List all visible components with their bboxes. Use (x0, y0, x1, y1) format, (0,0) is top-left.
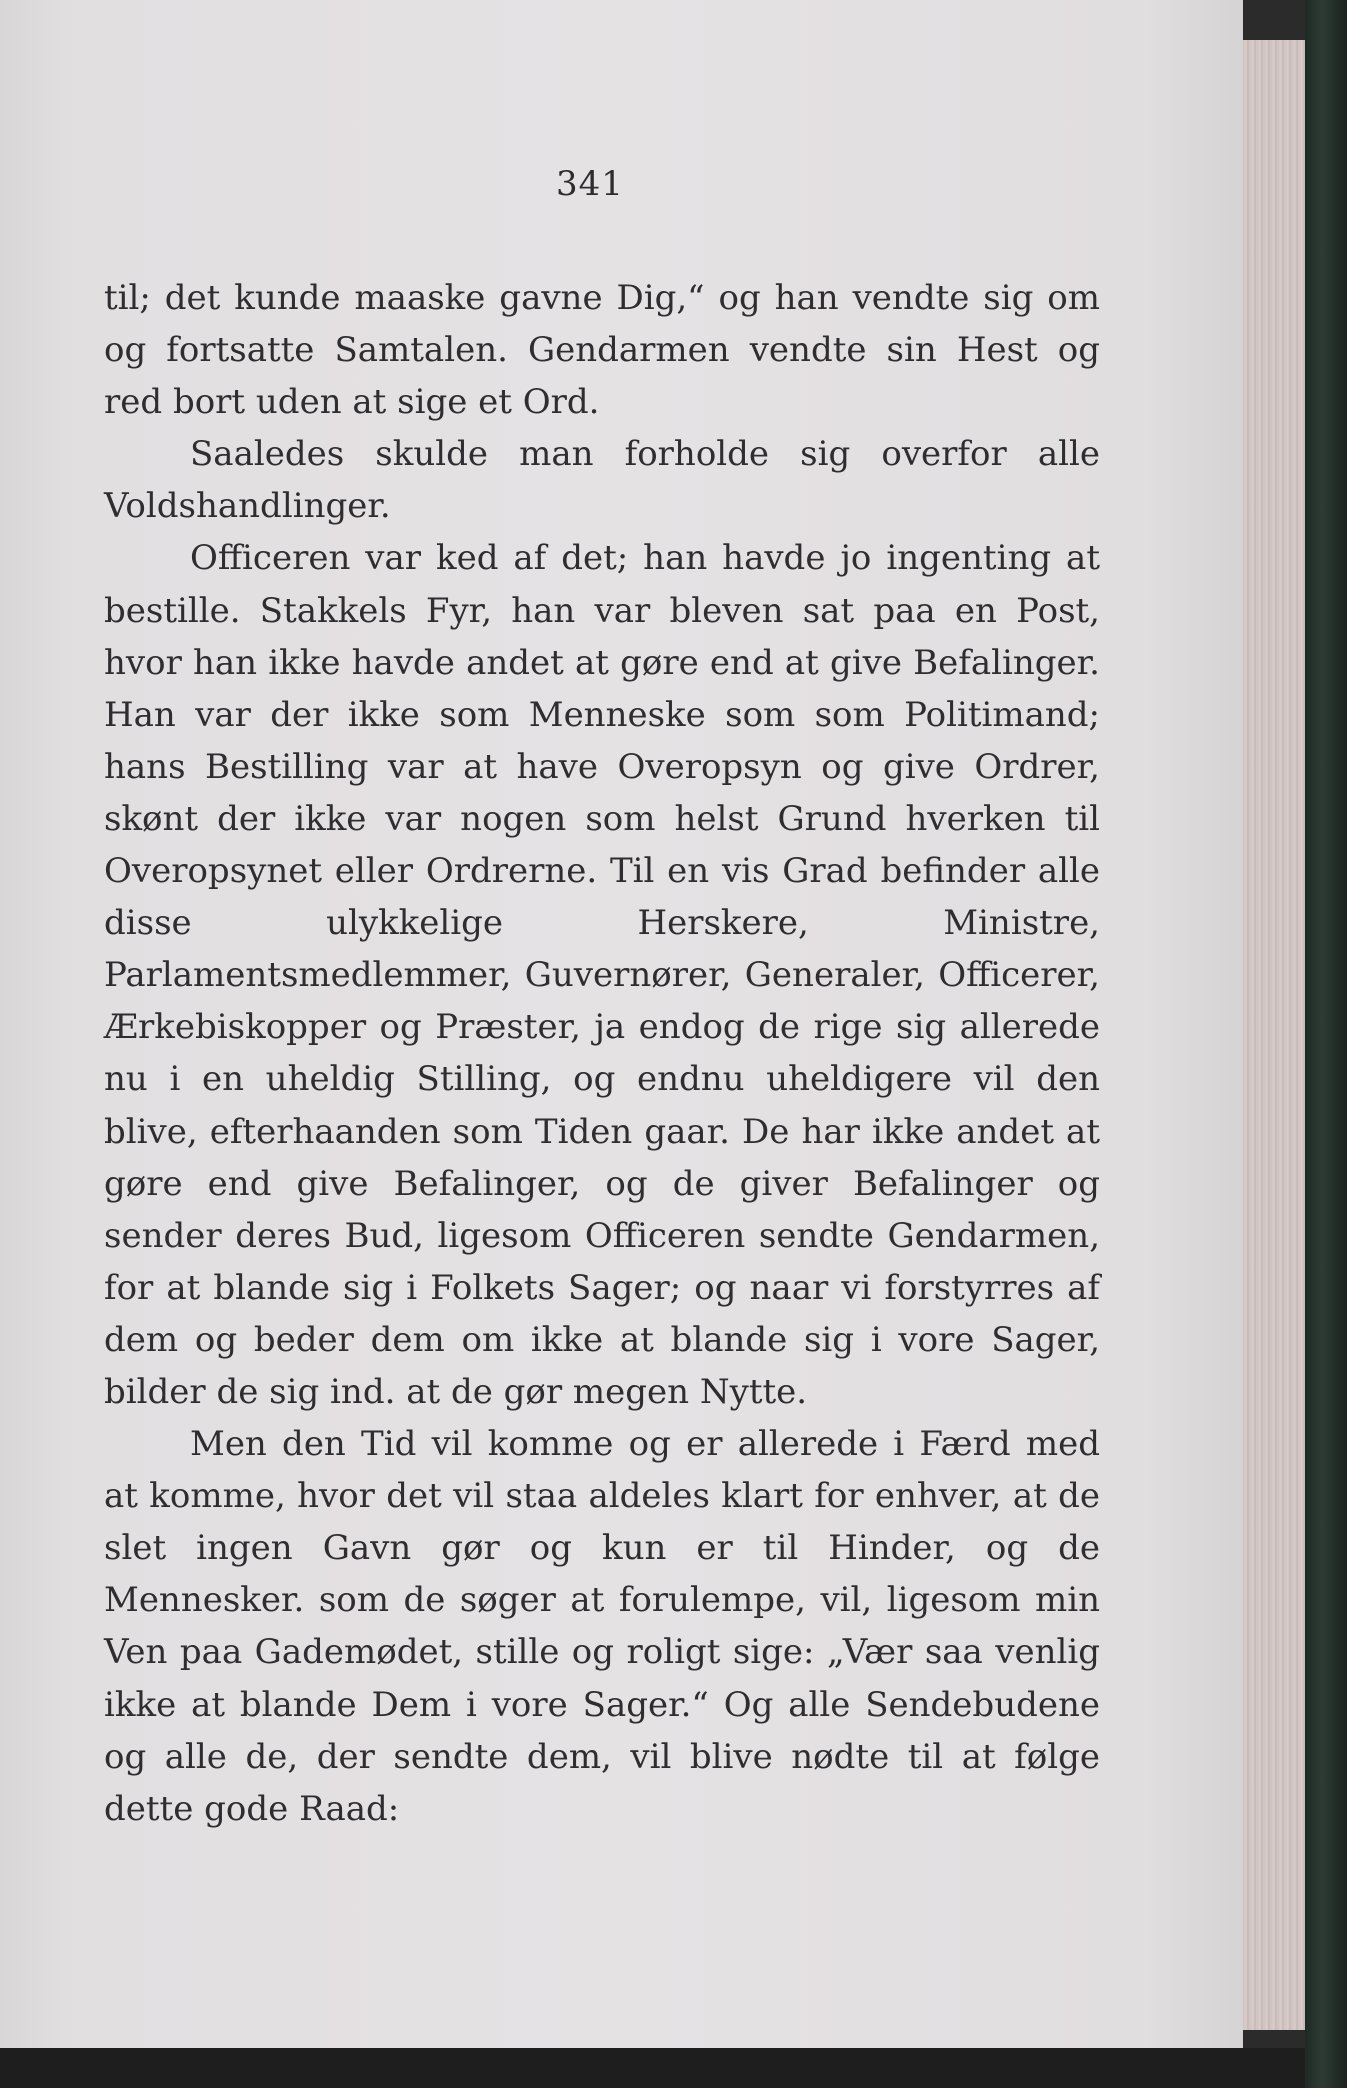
page-stack-edge (1243, 40, 1305, 2030)
paragraph-1: til; det kunde maaske gavne Dig,“ og han vendte sig om og fortsatte Samtalen. Gendarmen vendte sin Hest og red bort uden at sige et Ord. (104, 278, 1100, 423)
page-number: 341 (556, 164, 624, 204)
paragraph-2: Saaledes skulde man forholde sig overfor alle Voldshandlinger. (104, 434, 1100, 527)
paragraph-4: Men den Tid vil komme og er allerede i Færd med at komme, hvor det vil staa aldeles klart for enhver, at de slet ingen Gavn gør og kun er til Hinder, og de Mennesker. som de søger at forulempe, vil, ligesom min Ven paa Gademødet, stille og roligt sige: „Vær saa venlig ikke at blande Dem i vore Sager.“ Og alle Sendebudene og alle de, der sendte dem, vil blive nødte til at følge dette gode Raad: (104, 1424, 1100, 1829)
paragraph-3: Officeren var ked af det; han havde jo ingenting at bestille. Stakkels Fyr, han var bleven sat paa en Post, hvor han ikke havde andet at gøre end at give Befalinger. Han var der ikke som Menneske som som Politimand; hans Bestilling var at have Overopsyn og give Ordrer, skønt der ikke var nogen som helst Grund hverken til Overopsynet eller Ordrerne. Til en vis Grad befinder alle disse ulykkelige Herskere, Ministre, Parlamentsmedlemmer, Guvernører, Generaler, Officerer, Ærkebiskopper og Præster, ja endog de rige sig allerede nu i en uheldig Stilling, og endnu uheldigere vil den blive, efterhaanden som Tiden gaar. De har ikke andet at gøre end give Befalinger, og de giver Befalinger og sender deres Bud, ligesom Officeren sendte Gendarmen, for at blande sig i Folkets Sager; og naar vi forstyrres af dem og beder dem om ikke at blande sig i vore Sager, bilder de sig ind. at de gør megen Nytte. (104, 538, 1100, 1412)
book-cover (1305, 0, 1347, 2088)
bottom-shadow (0, 2048, 1305, 2088)
page-body (104, 272, 1100, 1835)
